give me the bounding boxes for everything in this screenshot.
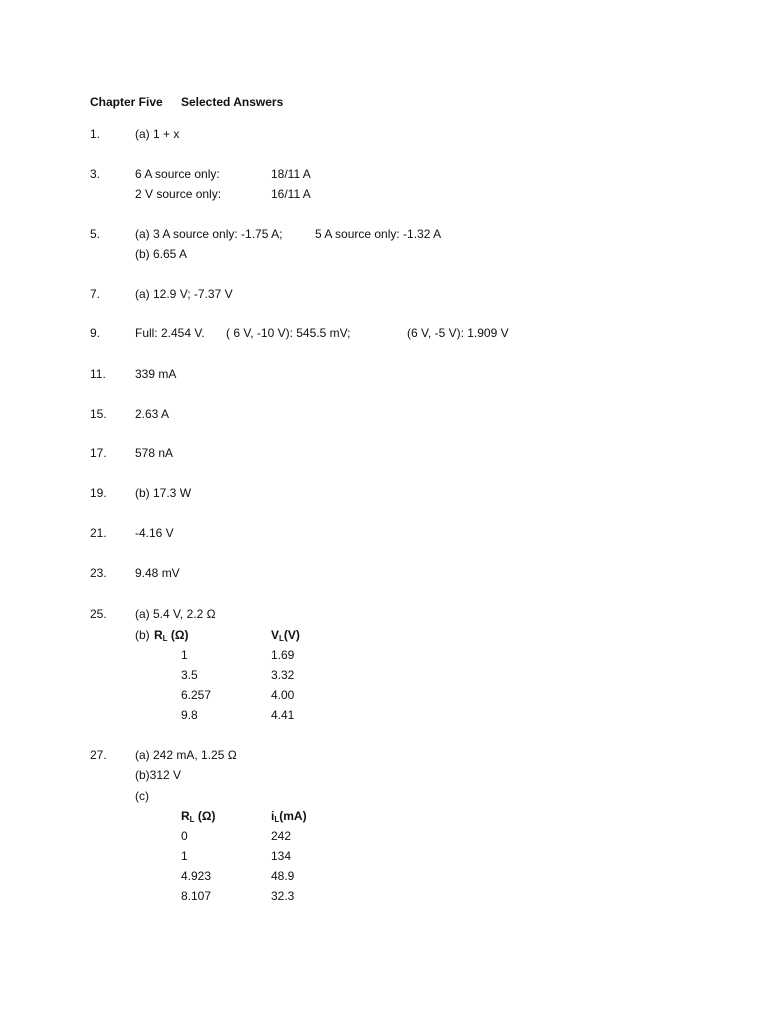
table-cell: 6.257 (181, 688, 212, 702)
answer-number: 21. (90, 526, 107, 540)
answer-text: (b) 6.65 A (135, 247, 188, 261)
table-cell: 48.9 (271, 869, 295, 883)
answer-text: (a) 1 + x (135, 127, 180, 141)
answer-number: 19. (90, 486, 107, 500)
answer-number: 11. (90, 367, 106, 381)
answer-number: 25. (90, 607, 107, 621)
table-cell: 4.923 (181, 869, 212, 883)
answer-text: -4.16 V (135, 526, 174, 540)
table-cell: 4.41 (271, 708, 295, 722)
answer-number: 5. (90, 227, 101, 241)
section-subtitle: Selected Answers (181, 95, 284, 109)
answer-text: 6 A source only: (135, 167, 220, 181)
table-header-il: $i_L(mA)$ (271, 809, 307, 824)
answer-number: 3. (90, 167, 101, 181)
answer-text: (a) 3 A source only: -1.75 A; (135, 227, 283, 241)
answer-number: 17. (90, 446, 107, 460)
answer-number: 15. (90, 407, 107, 421)
answer-text: ( 6 V, -10 V): 545.5 mV; (226, 326, 351, 340)
chapter-title: Chapter Five (90, 95, 163, 109)
table-cell: 1 (181, 849, 188, 863)
answer-number: 9. (90, 326, 101, 340)
table-cell: 0 (181, 829, 188, 843)
answer-text: (a) 12.9 V; -7.37 V (135, 287, 233, 301)
answer-text: 2.63 A (135, 407, 170, 421)
table-cell: 3.5 (181, 668, 198, 682)
answer-text: 5 A source only: -1.32 A (315, 227, 442, 241)
table-cell: 8.107 (181, 889, 212, 903)
table-cell: 134 (271, 849, 292, 863)
table-cell: 1.69 (271, 648, 295, 662)
answer-number: 27. (90, 748, 107, 762)
answer-number: 23. (90, 566, 107, 580)
table-header-vl: $V_L(V)$ (271, 628, 300, 643)
table-cell: 242 (271, 829, 292, 843)
table-cell: 4.00 (271, 688, 295, 702)
answer-text: 339 mA (135, 367, 177, 381)
answer-text: (a) 242 mA, 1.25 Ω (135, 748, 237, 762)
answer-number: 1. (90, 127, 101, 141)
table-cell: 3.32 (271, 668, 295, 682)
answer-text: 2 V source only: (135, 187, 222, 201)
answer-text: Full: 2.454 V. (135, 326, 205, 340)
answer-number: 7. (90, 287, 101, 301)
answer-text: (a) 5.4 V, 2.2 Ω (135, 607, 216, 621)
answer-text: 578 nA (135, 446, 174, 460)
answer-text: (6 V, -5 V): 1.909 V (407, 326, 509, 340)
answer-value: 18/11 A (271, 167, 311, 181)
answer-text: (b) (135, 628, 150, 642)
answer-text: (c) (135, 789, 149, 803)
table-cell: 32.3 (271, 889, 295, 903)
table-header-rl: $R_L$ (Ω) (181, 809, 216, 824)
answer-text: (b)312 V (135, 768, 182, 782)
answer-text: 9.48 mV (135, 566, 180, 580)
table-cell: 9.8 (181, 708, 198, 722)
table-cell: 1 (181, 648, 188, 662)
answer-text: (b) 17.3 W (135, 486, 192, 500)
answer-value: 16/11 A (271, 187, 311, 201)
table-header-rl: $R_L$ (Ω) (154, 628, 189, 643)
